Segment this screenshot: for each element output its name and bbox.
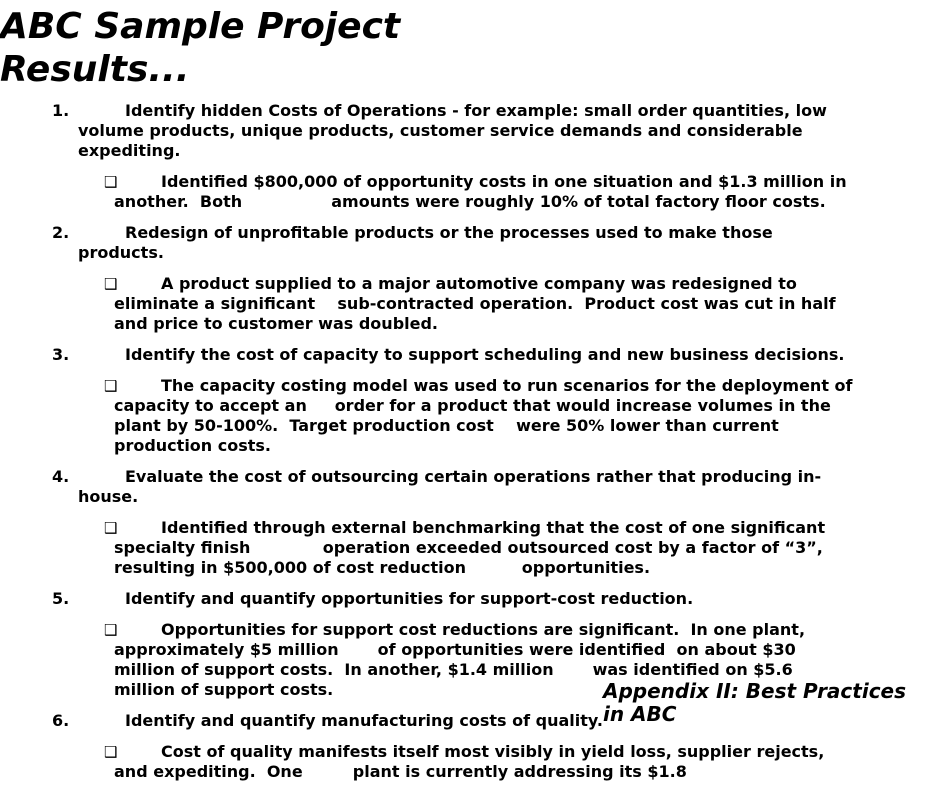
result-subitem-2 <box>0 274 859 334</box>
appendix-caption <box>603 680 943 726</box>
page-title-line-1: ABC Sample Project <box>0 6 401 47</box>
item-number: 4. <box>52 467 70 486</box>
checkbox-bullet-icon: ❑ <box>104 621 118 639</box>
result-subitem-1 <box>0 172 859 212</box>
checkbox-bullet-icon: ❑ <box>104 275 118 293</box>
checkbox-bullet-icon: ❑ <box>104 377 118 395</box>
result-item-1 <box>0 101 858 161</box>
subitem-text: Identified $800,000 of opportunity costs in one situation and $1.3 million in another. Both amounts were roughly 10% of total factory floor costs. <box>114 172 853 211</box>
item-number: 3. <box>52 345 70 364</box>
result-subitem-3 <box>0 376 859 456</box>
item-text: Identify and quantify manufacturing costs of quality. <box>125 711 603 730</box>
subitem-text: Identified through external benchmarking that the cost of one significant specialty finish operation exceeded outsourced cost by a factor of “3”, resulting in $500,000 of cost reduction opportunities. <box>114 518 831 577</box>
item-text: Evaluate the cost of outsourcing certain operations rather that producing in-house. <box>78 467 822 506</box>
item-number: 2. <box>52 223 70 242</box>
item-number: 1. <box>52 101 70 120</box>
result-subitem-4 <box>0 518 859 578</box>
subitem-text: The capacity costing model was used to run scenarios for the deployment of capacity to accept an order for a product that would increase volumes in the plant by 50-100%. Target production cost were 50% lower than current production costs. <box>114 376 859 455</box>
item-text: Redesign of unprofitable products or the processes used to make those products. <box>78 223 773 262</box>
page-title <box>0 5 520 91</box>
item-text: Identify and quantify opportunities for support-cost reduction. <box>125 589 694 608</box>
checkbox-bullet-icon: ❑ <box>104 173 118 191</box>
result-item-3 <box>0 345 858 365</box>
checkbox-bullet-icon: ❑ <box>104 743 118 761</box>
subitem-text: Cost of quality manifests itself most visibly in yield loss, supplier rejects, and expediting. One plant is currently addressing its $1.8 <box>114 742 830 781</box>
page-title-line-2: Results... <box>0 49 190 90</box>
checkbox-bullet-icon: ❑ <box>104 519 118 537</box>
subitem-text: Opportunities for support cost reductions are significant. In one plant, approximately $5 million of opportunities were identified on about $30 million of support costs. In another, $1.4 million was identified on $5.6 million of support costs. <box>114 620 811 699</box>
item-text: Identify the cost of capacity to support scheduling and new business decisions. <box>125 345 845 364</box>
result-item-2 <box>0 223 858 263</box>
item-text: Identify hidden Costs of Operations - for example: small order quantities, low volume products, unique products, customer service demands and considerable expediting. <box>78 101 827 160</box>
appendix-caption-line-2: in ABC <box>603 702 677 726</box>
result-item-4 <box>0 467 858 507</box>
item-number: 5. <box>52 589 70 608</box>
result-item-5 <box>0 589 858 609</box>
item-number: 6. <box>52 711 70 730</box>
appendix-caption-line-1: Appendix II: Best Practices <box>603 679 907 703</box>
result-subitem-6 <box>0 742 859 782</box>
subitem-text: A product supplied to a major automotive company was redesigned to eliminate a significant sub-contracted operation. Product cost was cut in half and price to customer was doubled. <box>114 274 842 333</box>
